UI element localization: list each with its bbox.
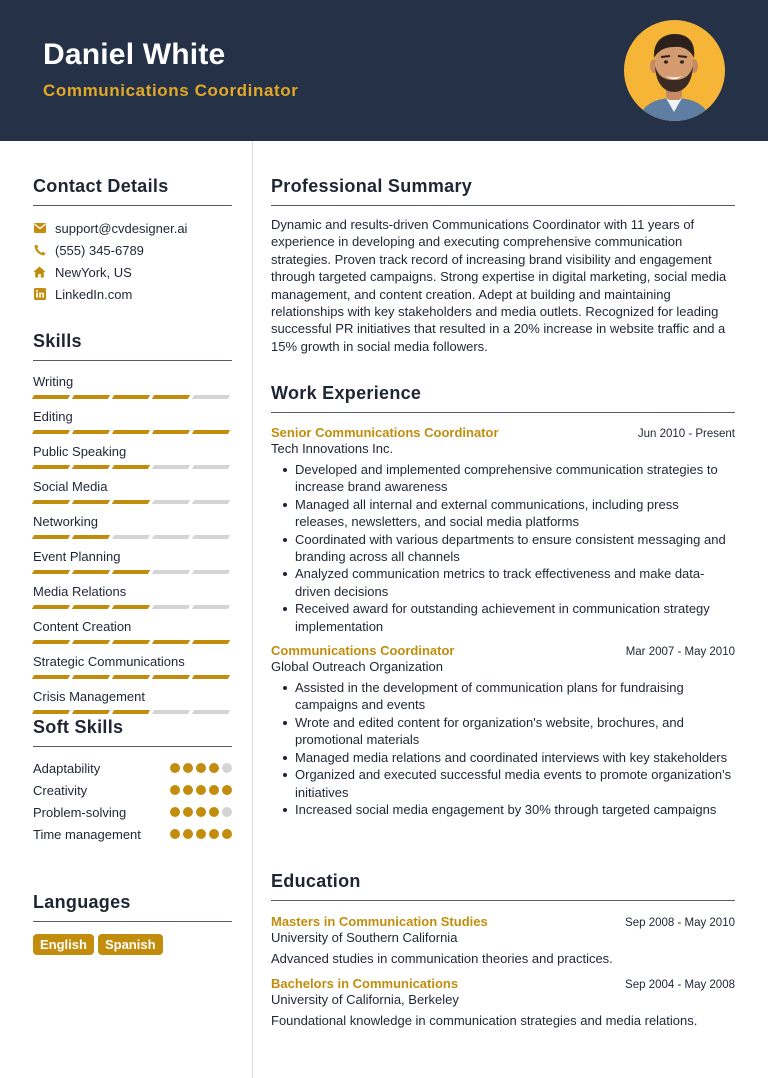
skill-name: Content Creation	[33, 619, 132, 634]
job-bullet: Coordinated with various departments to ensure consistent messaging and branding across all channels	[271, 531, 735, 566]
job-bullet: Organized and executed successful media events to promote organization's initiatives	[271, 766, 735, 801]
skills-list	[33, 373, 232, 714]
rating-dot-empty	[222, 763, 232, 773]
skill-segment-filled	[112, 430, 150, 434]
rating-dot-filled	[183, 763, 193, 773]
candidate-name: Daniel White	[43, 38, 226, 71]
skill-segment-filled	[32, 500, 70, 504]
skill-name: Media Relations	[33, 584, 127, 599]
education-date: Sep 2008 - May 2010	[625, 917, 735, 929]
section-rule	[33, 746, 232, 747]
skill-segment-filled	[192, 675, 230, 679]
skill-segment-filled	[112, 465, 150, 469]
contact-phone[interactable]	[33, 239, 232, 261]
soft-skill-name: Time management	[33, 827, 141, 842]
skill-item	[33, 583, 232, 609]
soft-skill-item	[33, 826, 232, 843]
degree-title: Bachelors in Communications	[271, 976, 459, 991]
section-rule	[33, 921, 232, 922]
rating-dot-filled	[196, 807, 206, 817]
job-bullet: Received award for outstanding achievement in communication strategy implementation	[271, 600, 735, 635]
skill-segment-empty	[192, 465, 230, 469]
contact-email-text: support@cvdesigner.ai	[55, 220, 188, 236]
rating-dot-filled	[183, 807, 193, 817]
soft-skill-item	[33, 804, 232, 821]
languages-section	[33, 892, 232, 955]
education-section	[271, 871, 735, 1028]
resume-header	[0, 0, 768, 141]
skill-segment-filled	[32, 640, 70, 644]
job-date: Mar 2007 - May 2010	[625, 646, 735, 659]
skill-item	[33, 408, 232, 434]
skills-title: Skills	[33, 331, 82, 351]
skill-level-bar	[33, 395, 232, 399]
degree-title: Masters in Communication Studies	[271, 914, 488, 929]
soft-skill-item	[33, 760, 232, 777]
job-bullet: Managed all internal and external communications, including press releases, newsletters, and social media platforms	[271, 496, 735, 531]
skill-item	[33, 653, 232, 679]
rating-dot-filled	[196, 763, 206, 773]
skill-segment-filled	[112, 570, 150, 574]
column-divider	[252, 141, 253, 1078]
skill-segment-empty	[152, 535, 190, 539]
soft-skill-item	[33, 782, 232, 799]
skill-segment-empty	[152, 570, 190, 574]
skill-segment-filled	[72, 535, 110, 539]
rating-dot-filled	[196, 785, 206, 795]
skill-segment-empty	[152, 710, 190, 714]
skill-level-bar	[33, 500, 232, 504]
skill-segment-empty	[152, 605, 190, 609]
rating-dot-filled	[170, 829, 180, 839]
skill-segment-filled	[192, 640, 230, 644]
school-name: University of Southern California	[271, 930, 458, 945]
language-badge: English	[33, 934, 94, 955]
skill-name: Social Media	[33, 479, 108, 494]
skill-segment-filled	[112, 675, 150, 679]
section-rule	[33, 205, 232, 206]
skill-segment-filled	[72, 500, 110, 504]
skill-segment-empty	[192, 535, 230, 539]
rating-dot-filled	[222, 829, 232, 839]
skill-level-bar	[33, 570, 232, 574]
job-bullet: Developed and implemented comprehensive communication strategies to increase brand awareness	[271, 461, 735, 496]
skill-item	[33, 373, 232, 399]
soft-skills-title: Soft Skills	[33, 717, 124, 737]
skill-segment-filled	[152, 395, 190, 399]
envelope-icon	[33, 222, 46, 235]
job-organization: Global Outreach Organization	[271, 659, 443, 675]
skill-segment-filled	[72, 395, 110, 399]
job-title: Communications Coordinator	[271, 643, 455, 659]
section-rule	[271, 205, 735, 206]
skill-segment-filled	[72, 605, 110, 609]
section-rule	[271, 412, 735, 413]
skill-segment-filled	[152, 430, 190, 434]
summary-text: Dynamic and results-driven Communications Coordinator with 11 years of experience in developing and executing comprehensive communication strategies. Proven track record of increasing brand visibility and engagement through targeted campaigns. Strong expertise in digital marketing, social media management, and content creation. Adept at building and maintaining relationships with key stakeholders and media outlets. Recognized for leading successful PR initiatives that resulted in a 20% increase in website traffic and a 15% growth in social media followers.	[271, 217, 727, 354]
skill-name: Event Planning	[33, 549, 121, 564]
skill-segment-filled	[32, 710, 70, 714]
section-rule	[33, 360, 232, 361]
phone-icon	[33, 244, 46, 257]
rating-dot-filled	[209, 829, 219, 839]
skill-name: Public Speaking	[33, 444, 127, 459]
rating-dot-filled	[196, 829, 206, 839]
rating-dot-filled	[209, 807, 219, 817]
skill-name: Crisis Management	[33, 689, 145, 704]
skill-segment-filled	[32, 570, 70, 574]
soft-skill-name: Creativity	[33, 783, 88, 798]
job-date: Jun 2010 - Present	[637, 428, 735, 440]
skill-item	[33, 443, 232, 469]
soft-skill-rating	[170, 763, 232, 777]
skill-segment-filled	[72, 570, 110, 574]
skill-segment-filled	[72, 430, 110, 434]
linkedin-icon	[33, 288, 46, 301]
skill-segment-filled	[32, 605, 70, 609]
skill-name: Editing	[33, 409, 73, 424]
soft-skill-rating	[170, 807, 232, 821]
job-entry	[271, 425, 735, 635]
soft-skills-list	[33, 760, 232, 843]
skill-segment-filled	[112, 395, 150, 399]
rating-dot-filled	[183, 785, 193, 795]
section-rule	[271, 900, 735, 901]
job-bullets	[271, 461, 735, 635]
skill-item	[33, 478, 232, 504]
rating-dot-filled	[209, 763, 219, 773]
job-entry	[271, 643, 735, 818]
summary-section	[271, 176, 735, 355]
rating-dot-empty	[222, 807, 232, 817]
contact-location-text: NewYork, US	[55, 264, 132, 280]
profile-photo	[624, 20, 725, 121]
contact-section	[33, 176, 232, 305]
skill-segment-empty	[112, 535, 150, 539]
rating-dot-filled	[170, 763, 180, 773]
contact-title: Contact Details	[33, 176, 169, 196]
rating-dot-filled	[222, 785, 232, 795]
skill-level-bar	[33, 535, 232, 539]
languages-title: Languages	[33, 892, 131, 912]
education-date: Sep 2004 - May 2008	[625, 979, 735, 991]
education-description: Foundational knowledge in communication strategies and media relations.	[271, 1013, 698, 1028]
candidate-role: Communications Coordinator	[43, 81, 299, 100]
person-avatar-icon	[624, 20, 725, 121]
soft-skill-name: Adaptability	[33, 761, 101, 776]
skill-item	[33, 548, 232, 574]
skill-segment-empty	[152, 465, 190, 469]
skill-level-bar	[33, 605, 232, 609]
skill-level-bar	[33, 710, 232, 714]
education-entry	[271, 914, 735, 966]
skill-segment-filled	[32, 430, 70, 434]
home-icon	[33, 266, 46, 279]
contact-location	[33, 261, 232, 283]
skill-segment-empty	[192, 605, 230, 609]
skill-segment-empty	[192, 500, 230, 504]
skill-segment-filled	[32, 535, 70, 539]
skill-segment-filled	[112, 710, 150, 714]
skill-segment-empty	[152, 500, 190, 504]
education-title: Education	[271, 871, 361, 891]
skill-segment-filled	[152, 675, 190, 679]
rating-dot-filled	[209, 785, 219, 795]
contact-linkedin-text: LinkedIn.com	[55, 286, 133, 302]
skill-level-bar	[33, 465, 232, 469]
skill-segment-filled	[32, 465, 70, 469]
contact-email[interactable]	[33, 217, 232, 239]
skill-segment-empty	[192, 395, 230, 399]
skill-segment-filled	[72, 465, 110, 469]
education-entry	[271, 976, 735, 1028]
soft-skill-name: Problem-solving	[33, 805, 127, 820]
job-bullet: Wrote and edited content for organization's website, brochures, and promotional materials	[271, 714, 735, 749]
soft-skill-rating	[170, 785, 232, 799]
job-title: Senior Communications Coordinator	[271, 425, 499, 440]
skill-segment-filled	[152, 640, 190, 644]
skill-level-bar	[33, 640, 232, 644]
skill-segment-filled	[32, 675, 70, 679]
skill-item	[33, 688, 232, 714]
skill-segment-filled	[192, 430, 230, 434]
experience-section	[271, 383, 735, 818]
skill-segment-filled	[72, 710, 110, 714]
skill-segment-filled	[112, 500, 150, 504]
contact-phone-text: (555) 345-6789	[55, 242, 144, 258]
rating-dot-filled	[183, 829, 193, 839]
skill-name: Networking	[33, 514, 99, 529]
skill-segment-filled	[72, 675, 110, 679]
school-name: University of California, Berkeley	[271, 992, 459, 1007]
skill-item	[33, 618, 232, 644]
job-bullet: Analyzed communication metrics to track effectiveness and make data-driven decisions	[271, 565, 735, 600]
skill-segment-filled	[32, 395, 70, 399]
skill-segment-empty	[192, 710, 230, 714]
job-bullet: Assisted in the development of communication plans for fundraising campaigns and events	[271, 679, 735, 714]
job-bullet: Increased social media engagement by 30% through targeted campaigns	[271, 801, 735, 818]
rating-dot-filled	[170, 785, 180, 795]
skill-segment-filled	[112, 605, 150, 609]
skill-segment-filled	[112, 640, 150, 644]
experience-title: Work Experience	[271, 383, 422, 403]
skill-name: Writing	[33, 374, 74, 389]
job-bullets	[271, 679, 735, 818]
soft-skills-section	[33, 717, 232, 848]
skill-level-bar	[33, 430, 232, 434]
job-bullet: Managed media relations and coordinated interviews with key stakeholders	[271, 749, 735, 766]
skill-name: Strategic Communications	[33, 654, 185, 669]
skill-segment-empty	[192, 570, 230, 574]
skill-item	[33, 513, 232, 539]
contact-linkedin[interactable]	[33, 283, 232, 305]
education-description: Advanced studies in communication theories and practices.	[271, 951, 613, 966]
skill-level-bar	[33, 675, 232, 679]
rating-dot-filled	[170, 807, 180, 817]
language-badge: Spanish	[98, 934, 163, 955]
skills-section	[33, 331, 232, 723]
job-organization: Tech Innovations Inc.	[271, 441, 394, 456]
skill-segment-filled	[72, 640, 110, 644]
summary-title: Professional Summary	[271, 176, 473, 196]
soft-skill-rating	[170, 829, 232, 843]
